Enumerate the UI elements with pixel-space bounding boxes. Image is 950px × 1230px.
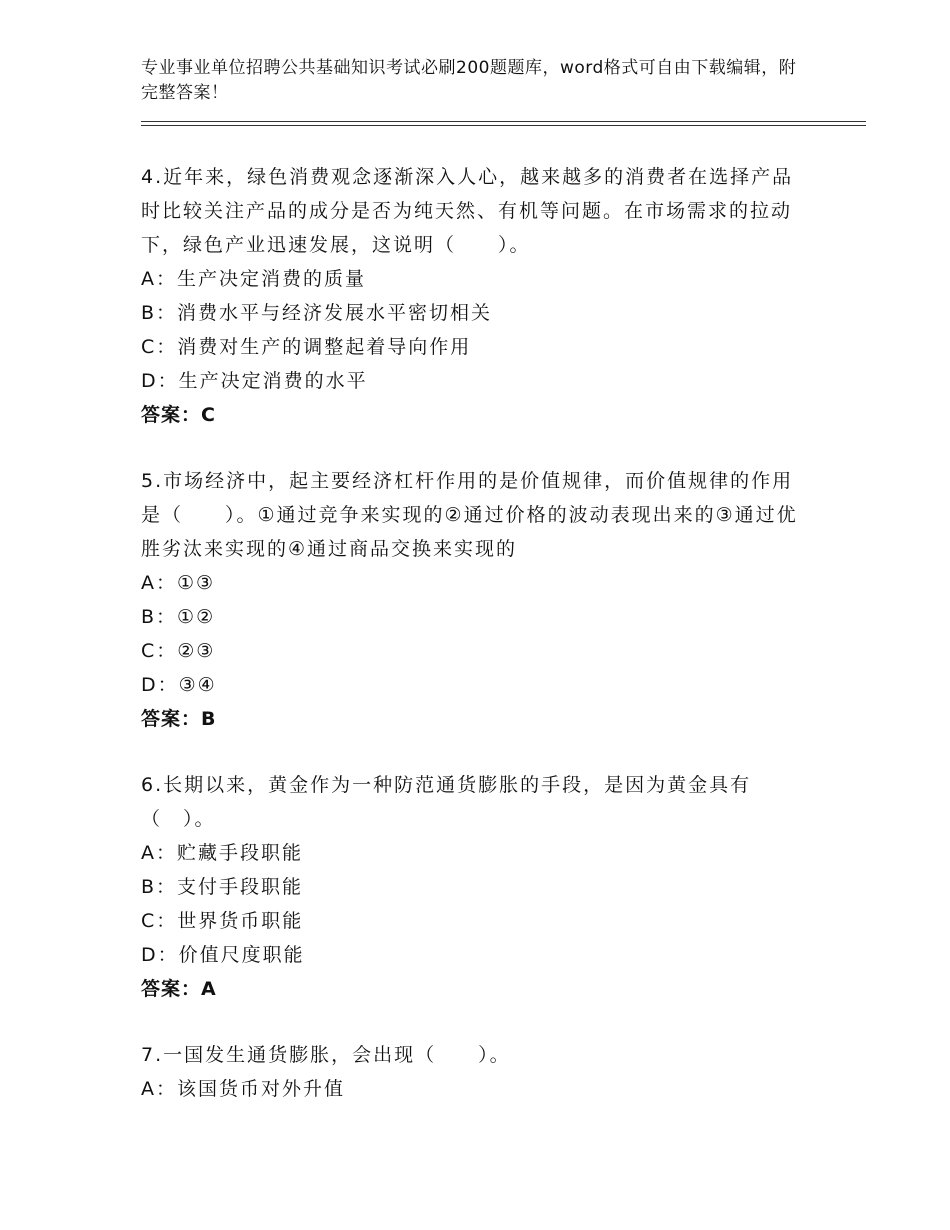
- option-a: A：贮藏手段职能: [141, 842, 303, 864]
- question-list: [141, 160, 806, 1138]
- question-stem: 5.市场经济中，起主要经济杠杆作用的是价值规律，而价值规律的作用是（ ）。①通过竞争来实现的②通过价格的波动表现出来的③通过优胜劣汰来实现的④通过商品交换来实现的: [141, 470, 798, 560]
- question-stem: 6.长期以来，黄金作为一种防范通货膨胀的手段，是因为黄金具有（ ）。: [141, 774, 752, 830]
- option-d: D：③④: [141, 674, 217, 696]
- answer-label: 答案：B: [141, 708, 217, 730]
- option-a: A：该国货币对外升值: [141, 1078, 345, 1100]
- option-c: C：消费对生产的调整起着导向作用: [141, 336, 472, 358]
- answer-label: 答案：C: [141, 404, 216, 426]
- answer-label: 答案：A: [141, 978, 217, 1000]
- question-stem: 4.近年来，绿色消费观念逐渐深入人心，越来越多的消费者在选择产品时比较关注产品的成分是否为纯天然、有机等问题。在市场需求的拉动下，绿色产业迅速发展，这说明（ ）。: [141, 166, 794, 256]
- question-7: [141, 1038, 806, 1106]
- document-header: 专业事业单位招聘公共基础知识考试必刷200题题库，word格式可自由下载编辑，附完整答案！: [141, 58, 797, 103]
- question-5: [141, 464, 806, 736]
- question-4: [141, 160, 806, 432]
- option-c: C：世界货币职能: [141, 910, 304, 932]
- option-b: B：①②: [141, 606, 216, 628]
- header-divider-bottom: [141, 125, 866, 126]
- option-d: D：生产决定消费的水平: [141, 370, 368, 392]
- option-d: D：价值尺度职能: [141, 944, 305, 966]
- question-6: [141, 768, 806, 1006]
- option-a: A：①③: [141, 572, 216, 594]
- option-c: C：②③: [141, 640, 216, 662]
- question-stem: 7.一国发生通货膨胀，会出现（ ）。: [141, 1044, 511, 1066]
- option-b: B：支付手段职能: [141, 876, 304, 898]
- option-a: A：生产决定消费的质量: [141, 268, 366, 290]
- header-divider-top: [141, 121, 866, 122]
- option-b: B：消费水平与经济发展水平密切相关: [141, 302, 493, 324]
